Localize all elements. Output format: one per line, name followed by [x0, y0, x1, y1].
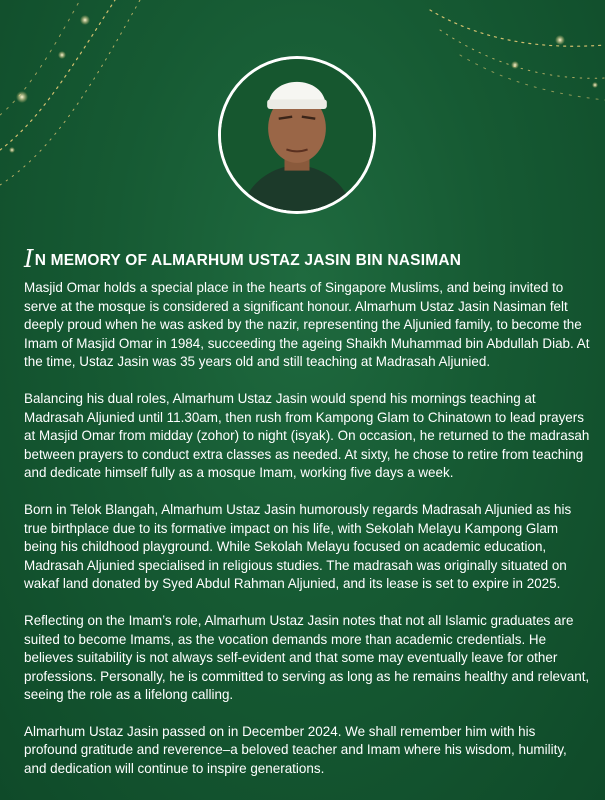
- paragraph: Masjid Omar holds a special place in the hearts of Singapore Muslims, and being invited to serve at the mosque is considered a significant honour. Almarhum Ustaz Jasin Nasiman felt deeply proud when he was asked by the nazir, representing the Aljunied family, to become the Imam of Masjid Omar in 1984, succeeding the ageing Shaikh Muhammad bin Abdullah Diab. At the time, Ustaz Jasin was 35 years old and still teaching at Madrasah Aljunied.: [24, 280, 590, 370]
- portrait-image: [221, 59, 373, 211]
- article-body: [24, 279, 592, 797]
- title-dropcap: I: [24, 245, 34, 273]
- sparkle-swirl-right: [430, 10, 605, 100]
- page-title: [24, 245, 584, 273]
- sparkle-swirl-left: [0, 0, 140, 185]
- paragraph: Balancing his dual roles, Almarhum Ustaz Jasin would spend his mornings teaching at Madrasah Aljunied until 11.30am, then rush from Kampong Glam to Chinatown to lead prayers at Masjid Omar from midday (zohor) to night (isyak). On occasion, he returned to the madrasah between prayers to conduct extra classes as needed. At sixty, he chose to retire from teaching and dedicate himself fully as a mosque Imam, working five days a week.: [24, 390, 590, 481]
- title-text: N MEMORY OF ALMARHUM USTAZ JASIN BIN NASIMAN: [34, 252, 462, 269]
- paragraph: Reflecting on the Imam’s role, Almarhum Ustaz Jasin notes that not all Islamic graduates are suited to become Imams, as the vocation demands more than academic credentials. He believes suitability is not always self-evident and that some may eventually leave for other professions. Personally, he is committed to serving as long as he remains healthy and relevant, seeing the role as a lifelong calling.: [24, 612, 590, 703]
- portrait-frame: [218, 56, 376, 214]
- paragraph: Born in Telok Blangah, Almarhum Ustaz Jasin humorously regards Madrasah Aljunied as his true birthplace due to its formative impact on his life, with Sekolah Melayu Kampong Glam being his childhood playground. While Sekolah Melayu focused on academic education, Madrasah Aljunied specialised in religious studies. The madrasah was originally situated on wakaf land donated by Syed Abdul Rahman Aljunied, and its lease is set to expire in 2025.: [24, 501, 572, 592]
- paragraph: Almarhum Ustaz Jasin passed on in December 2024. We shall remember him with his profound gratitude and reverence–a beloved teacher and Imam where his wisdom, humility, and dedication will continue to inspire generations.: [24, 723, 567, 777]
